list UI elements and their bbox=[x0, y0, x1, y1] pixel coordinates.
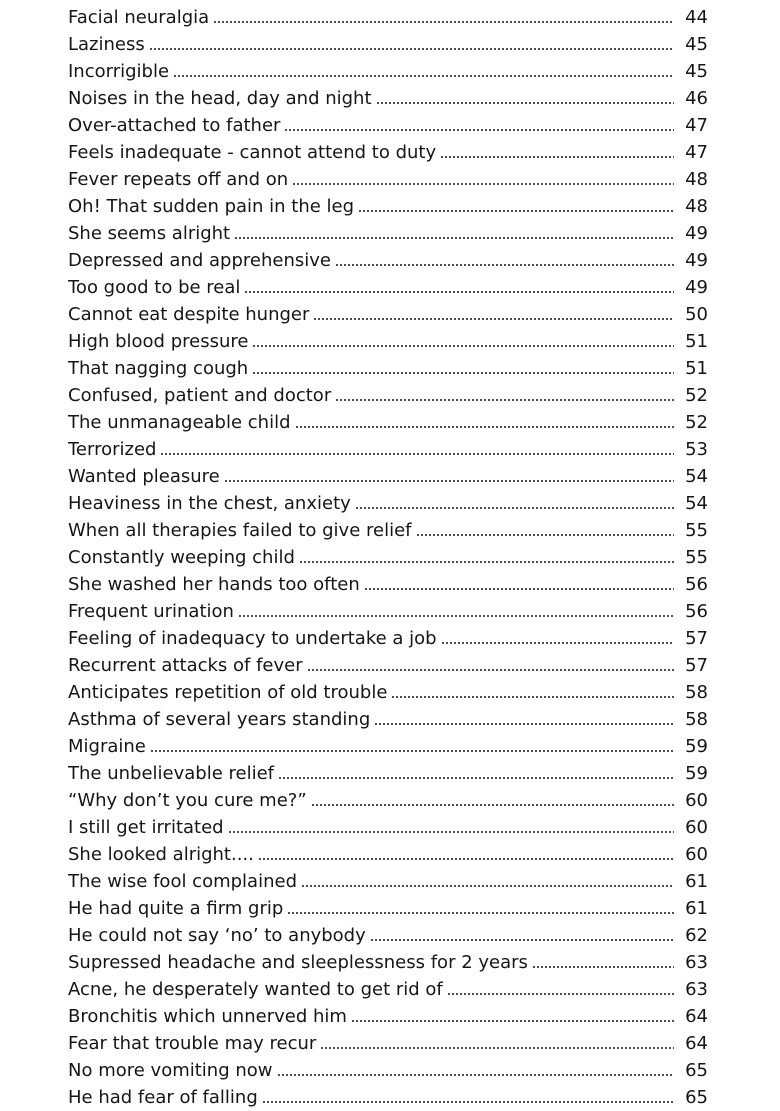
dot-leader bbox=[224, 480, 674, 482]
toc-entry bbox=[68, 382, 708, 409]
dot-leader bbox=[262, 1101, 674, 1103]
toc-entry bbox=[68, 625, 708, 652]
toc-entry bbox=[68, 301, 708, 328]
toc-entry-title: High blood pressure bbox=[68, 331, 249, 352]
dot-leader bbox=[284, 129, 674, 131]
toc-entry bbox=[68, 328, 708, 355]
dot-leader bbox=[335, 399, 674, 401]
dot-leader bbox=[391, 696, 674, 698]
toc-entry-page: 56 bbox=[685, 574, 708, 595]
toc-entry bbox=[68, 787, 708, 814]
toc-entry-title: Bronchitis which unnerved him bbox=[68, 1006, 347, 1027]
toc-entry-title: Over-attached to father bbox=[68, 115, 281, 136]
toc-entry bbox=[68, 409, 708, 436]
dot-leader bbox=[295, 426, 674, 428]
toc-entry bbox=[68, 139, 708, 166]
toc-entry-title: Incorrigible bbox=[68, 61, 170, 82]
toc-entry-page: 58 bbox=[685, 709, 708, 730]
toc-entry bbox=[68, 976, 708, 1003]
toc-entry-title: Migraine bbox=[68, 736, 146, 757]
toc-entry-page: 52 bbox=[685, 412, 708, 433]
dot-leader bbox=[351, 1020, 674, 1022]
toc-entry bbox=[68, 1003, 708, 1030]
dot-leader bbox=[173, 75, 674, 77]
dot-leader bbox=[213, 21, 674, 23]
toc-entry-page: 54 bbox=[685, 493, 708, 514]
toc-entry bbox=[68, 706, 708, 733]
toc-entry-title: Acne, he desperately wanted to get rid of bbox=[68, 979, 443, 1000]
dot-leader bbox=[358, 210, 674, 212]
toc-entry-page: 55 bbox=[685, 520, 708, 541]
dot-leader bbox=[277, 1074, 674, 1076]
dot-leader bbox=[244, 291, 674, 293]
toc-entry bbox=[68, 58, 708, 85]
toc-entry-title: Constantly weeping child bbox=[68, 547, 295, 568]
toc-entry-title: Feeling of inadequacy to undertake a job bbox=[68, 628, 437, 649]
toc-entry-page: 63 bbox=[685, 979, 708, 1000]
toc-entry-page: 51 bbox=[685, 358, 708, 379]
toc-entry-title: No more vomiting now bbox=[68, 1060, 273, 1081]
toc-entry-title: She looked alright.... bbox=[68, 844, 254, 865]
toc-entry bbox=[68, 85, 708, 112]
toc-entry-title: Oh! That sudden pain in the leg bbox=[68, 196, 355, 217]
dot-leader bbox=[370, 939, 674, 941]
dot-leader bbox=[278, 777, 674, 779]
toc-entry-page: 54 bbox=[685, 466, 708, 487]
dot-leader bbox=[258, 858, 674, 860]
toc-entry-page: 50 bbox=[685, 304, 708, 325]
toc-entry-title: He had fear of falling bbox=[68, 1087, 258, 1108]
toc-entry-title: Noises in the head, day and night bbox=[68, 88, 372, 109]
toc-entry-page: 47 bbox=[685, 115, 708, 136]
dot-leader bbox=[313, 318, 674, 320]
toc-entry bbox=[68, 679, 708, 706]
toc-entry-title: He could not say ‘no’ to anybody bbox=[68, 925, 366, 946]
toc-entry bbox=[68, 247, 708, 274]
dot-leader bbox=[292, 183, 674, 185]
toc-entry-title: Fever repeats off and on bbox=[68, 169, 289, 190]
toc-entry-page: 60 bbox=[685, 844, 708, 865]
dot-leader bbox=[252, 345, 674, 347]
dot-leader bbox=[335, 264, 674, 266]
toc-entry bbox=[68, 4, 708, 31]
toc-entry-page: 52 bbox=[685, 385, 708, 406]
toc-entry bbox=[68, 598, 708, 625]
toc-entry-page: 61 bbox=[685, 871, 708, 892]
toc-entry-title: The wise fool complained bbox=[68, 871, 297, 892]
toc-entry-title: Wanted pleasure bbox=[68, 466, 220, 487]
toc-entry-title: The unmanageable child bbox=[68, 412, 291, 433]
toc-entry bbox=[68, 220, 708, 247]
toc-entry bbox=[68, 1084, 708, 1111]
toc-entry-title: Fear that trouble may recur bbox=[68, 1033, 317, 1054]
toc-entry bbox=[68, 1057, 708, 1084]
toc-entry bbox=[68, 112, 708, 139]
toc-entry bbox=[68, 895, 708, 922]
table-of-contents bbox=[68, 4, 708, 1111]
dot-leader bbox=[376, 102, 674, 104]
toc-entry-page: 65 bbox=[685, 1060, 708, 1081]
toc-entry bbox=[68, 166, 708, 193]
toc-entry bbox=[68, 436, 708, 463]
toc-entry-page: 47 bbox=[685, 142, 708, 163]
toc-entry-title: I still get irritated bbox=[68, 817, 224, 838]
toc-entry-page: 51 bbox=[685, 331, 708, 352]
dot-leader bbox=[160, 453, 674, 455]
dot-leader bbox=[301, 885, 674, 887]
toc-entry-page: 49 bbox=[685, 277, 708, 298]
dot-leader bbox=[364, 588, 674, 590]
toc-entry bbox=[68, 814, 708, 841]
toc-entry-title: She washed her hands too often bbox=[68, 574, 360, 595]
toc-entry bbox=[68, 1030, 708, 1057]
toc-entry bbox=[68, 922, 708, 949]
toc-entry-page: 57 bbox=[685, 628, 708, 649]
toc-entry-page: 60 bbox=[685, 817, 708, 838]
toc-entry-title: He had quite a firm grip bbox=[68, 898, 284, 919]
toc-entry-title: Feels inadequate - cannot attend to duty bbox=[68, 142, 437, 163]
toc-entry-page: 58 bbox=[685, 682, 708, 703]
toc-entry bbox=[68, 274, 708, 301]
toc-entry-page: 48 bbox=[685, 196, 708, 217]
toc-entry bbox=[68, 490, 708, 517]
dot-leader bbox=[355, 507, 674, 509]
dot-leader bbox=[149, 48, 674, 50]
toc-entry-title: Confused, patient and doctor bbox=[68, 385, 332, 406]
toc-entry-page: 64 bbox=[685, 1033, 708, 1054]
toc-entry-page: 60 bbox=[685, 790, 708, 811]
toc-entry-title: Too good to be real bbox=[68, 277, 241, 298]
toc-entry-page: 57 bbox=[685, 655, 708, 676]
toc-entry-page: 46 bbox=[685, 88, 708, 109]
dot-leader bbox=[287, 912, 674, 914]
toc-entry-page: 48 bbox=[685, 169, 708, 190]
toc-entry-title: Recurrent attacks of fever bbox=[68, 655, 303, 676]
toc-entry bbox=[68, 868, 708, 895]
toc-entry-title: Depressed and apprehensive bbox=[68, 250, 331, 271]
toc-entry-title: “Why don’t you cure me?” bbox=[68, 790, 307, 811]
toc-entry bbox=[68, 949, 708, 976]
toc-entry bbox=[68, 841, 708, 868]
toc-entry-title: Asthma of several years standing bbox=[68, 709, 371, 730]
toc-entry bbox=[68, 760, 708, 787]
toc-entry-page: 64 bbox=[685, 1006, 708, 1027]
toc-entry-page: 45 bbox=[685, 34, 708, 55]
toc-entry bbox=[68, 193, 708, 220]
dot-leader bbox=[299, 561, 674, 563]
toc-entry-title: Anticipates repetition of old trouble bbox=[68, 682, 388, 703]
toc-entry-title: Laziness bbox=[68, 34, 145, 55]
toc-entry-page: 45 bbox=[685, 61, 708, 82]
toc-entry-page: 53 bbox=[685, 439, 708, 460]
toc-entry-title: Terrorized bbox=[68, 439, 157, 460]
toc-entry bbox=[68, 355, 708, 382]
toc-entry-title: Facial neuralgia bbox=[68, 7, 210, 28]
dot-leader bbox=[447, 993, 674, 995]
toc-entry-page: 59 bbox=[685, 763, 708, 784]
toc-entry-title: That nagging cough bbox=[68, 358, 249, 379]
dot-leader bbox=[440, 156, 674, 158]
toc-entry bbox=[68, 652, 708, 679]
toc-entry-page: 59 bbox=[685, 736, 708, 757]
dot-leader bbox=[532, 966, 674, 968]
toc-entry-title: Supressed headache and sleeplessness for 2 years bbox=[68, 952, 528, 973]
toc-entry-title: The unbelievable relief bbox=[68, 763, 274, 784]
dot-leader bbox=[228, 831, 674, 833]
dot-leader bbox=[150, 750, 674, 752]
toc-entry-title: When all therapies failed to give relief bbox=[68, 520, 412, 541]
dot-leader bbox=[252, 372, 674, 374]
toc-entry bbox=[68, 733, 708, 760]
toc-entry-page: 62 bbox=[685, 925, 708, 946]
toc-entry-page: 56 bbox=[685, 601, 708, 622]
toc-entry-title: She seems alright bbox=[68, 223, 231, 244]
dot-leader bbox=[374, 723, 674, 725]
toc-entry-page: 63 bbox=[685, 952, 708, 973]
dot-leader bbox=[320, 1047, 674, 1049]
dot-leader bbox=[441, 642, 674, 644]
toc-entry bbox=[68, 463, 708, 490]
toc-entry bbox=[68, 544, 708, 571]
toc-entry bbox=[68, 517, 708, 544]
toc-entry-page: 44 bbox=[685, 7, 708, 28]
toc-entry bbox=[68, 31, 708, 58]
dot-leader bbox=[416, 534, 675, 536]
toc-entry bbox=[68, 571, 708, 598]
toc-entry-title: Cannot eat despite hunger bbox=[68, 304, 310, 325]
toc-entry-page: 65 bbox=[685, 1087, 708, 1108]
toc-entry-page: 49 bbox=[685, 223, 708, 244]
dot-leader bbox=[307, 669, 674, 671]
toc-entry-page: 61 bbox=[685, 898, 708, 919]
toc-entry-title: Heaviness in the chest, anxiety bbox=[68, 493, 351, 514]
dot-leader bbox=[311, 804, 674, 806]
toc-entry-page: 49 bbox=[685, 250, 708, 271]
dot-leader bbox=[234, 237, 674, 239]
toc-entry-page: 55 bbox=[685, 547, 708, 568]
toc-entry-title: Frequent urination bbox=[68, 601, 234, 622]
dot-leader bbox=[238, 615, 674, 617]
